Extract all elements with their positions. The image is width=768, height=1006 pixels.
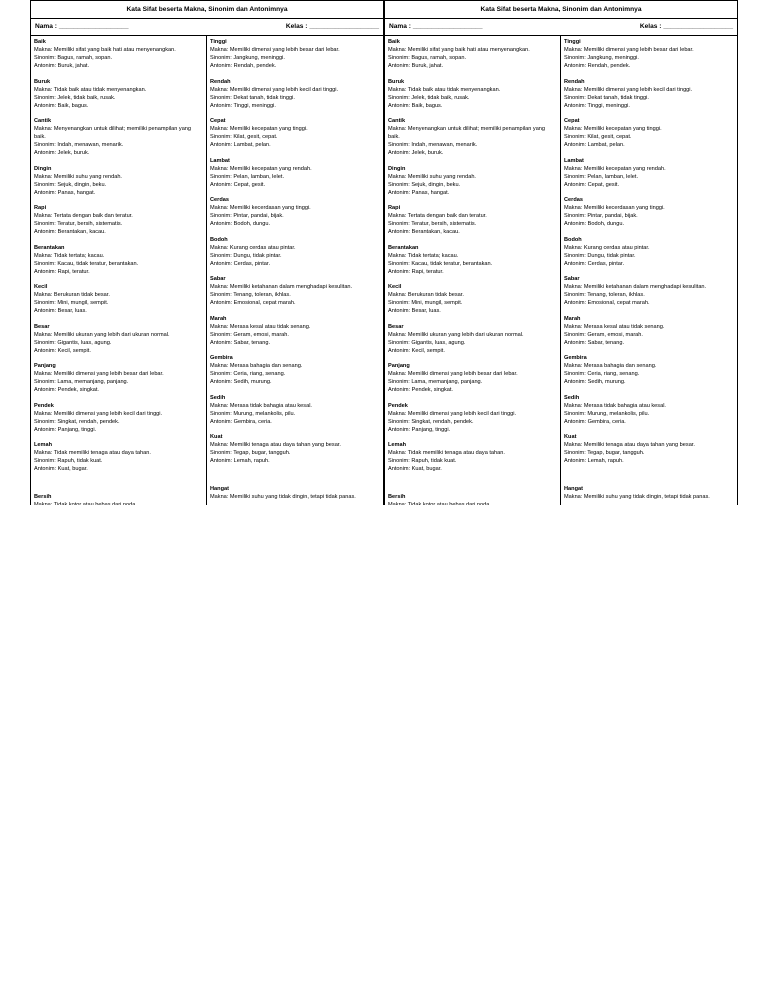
vocab-entry xyxy=(388,441,557,473)
vocab-entry xyxy=(388,283,557,315)
vocab-antonim: Antonim: Buruk, jahat. xyxy=(34,63,90,69)
vocab-antonim: Antonim: Cerdas, pintar. xyxy=(210,260,271,267)
vocab-sinonim: Sinonim: Indah, menawan, menarik. xyxy=(388,142,478,148)
vocab-word: Buruk xyxy=(388,78,405,85)
vocab-entry xyxy=(34,493,203,505)
vocab-antonim: Antonim: Bodoh, dungu. xyxy=(564,221,625,227)
vocab-antonim: Antonim: Cerdas, pintar. xyxy=(564,260,625,267)
vocab-sinonim: Sinonim: Tenang, toleran, ikhlas. xyxy=(564,292,645,298)
vocab-antonim: Antonim: Besar, luas. xyxy=(388,308,441,314)
vocab-sinonim: Sinonim: Kilat, gesit, cepat. xyxy=(210,134,278,140)
vocab-entry xyxy=(564,394,734,426)
vocab-antonim: Antonim: Pendek, singkat. xyxy=(388,387,453,393)
vocab-sinonim: Sinonim: Bagus, ramah, sopan. xyxy=(388,55,467,61)
vocab-sinonim: Sinonim: Singkat, rendah, pendek. xyxy=(388,418,474,425)
vocab-entry xyxy=(34,78,203,110)
vocab-word: Kecil xyxy=(34,284,48,290)
vocab-word: Kuat xyxy=(210,434,223,440)
vocab-antonim: Antonim: Berantakan, kacau. xyxy=(388,229,460,235)
vocab-antonim: Antonim: Tinggi, meninggi. xyxy=(564,102,630,109)
vocab-columns xyxy=(385,36,737,505)
vocab-makna: Makna: Merasa kesal atau tidak senang. xyxy=(564,323,665,330)
vocab-makna: Makna: Berukuran tidak besar. xyxy=(34,292,110,298)
vocab-makna: Makna: Merasa tidak bahagia atau kesal. xyxy=(564,402,666,409)
vocab-word: Hangat xyxy=(564,486,583,492)
vocab-sinonim: Sinonim: Pintar, pandai, bijak. xyxy=(210,213,284,219)
vocab-column-right xyxy=(207,36,383,505)
vocab-entry xyxy=(34,402,203,434)
vocab-entry xyxy=(564,38,734,70)
vocab-antonim: Antonim: Sabar, tenang. xyxy=(210,339,271,346)
vocab-antonim: Antonim: Besar, luas. xyxy=(34,308,87,314)
vocab-antonim: Antonim: Gembira, ceria. xyxy=(210,418,272,425)
vocab-word: Bodoh xyxy=(210,236,228,243)
vocab-entry xyxy=(388,78,557,110)
vocab-sinonim: Sinonim: Kacau, tidak teratur, berantakan. xyxy=(388,260,493,267)
vocab-sinonim: Sinonim: Murung, melankolis, pilu. xyxy=(564,410,650,417)
vocab-entry xyxy=(34,38,203,70)
vocab-sinonim: Sinonim: Sejuk, dingin, beku. xyxy=(388,181,461,188)
vocab-word: Kuat xyxy=(564,434,577,440)
vocab-word: Kecil xyxy=(388,284,402,290)
vocab-makna: Makna: Tidak memiliki tenaga atau daya tahan. xyxy=(388,450,505,456)
vocab-sinonim: Sinonim: Jangkung, meninggi. xyxy=(210,55,285,61)
vocab-sinonim: Sinonim: Dekat tanah, tidak tinggi. xyxy=(210,94,295,101)
vocab-sinonim: Sinonim: Jelek, tidak baik, rusak. xyxy=(388,94,470,101)
vocab-makna: Makna: Memiliki dimensi yang lebih besar dari lebar. xyxy=(564,47,694,53)
vocab-word: Sedih xyxy=(210,394,226,401)
vocab-antonim: Antonim: Emosional, cepat marah. xyxy=(564,300,650,306)
vocab-entry xyxy=(388,165,557,197)
vocab-antonim: Antonim: Bodoh, dungu. xyxy=(210,221,271,227)
vocab-makna: Makna: Memiliki dimensi yang lebih besar dari lebar. xyxy=(210,47,340,53)
vocab-antonim: Antonim: Panas, hangat. xyxy=(388,189,450,196)
vocab-makna: Makna: Tidak tertata; kacau. xyxy=(34,252,105,259)
vocab-sinonim: Sinonim: Indah, menawan, menarik. xyxy=(34,142,124,148)
vocab-antonim: Antonim: Gembira, ceria. xyxy=(564,418,626,425)
vocab-entry xyxy=(210,315,380,347)
vocab-antonim: Antonim: Kecil, sempit. xyxy=(388,347,445,354)
vocab-entry xyxy=(564,157,734,189)
vocab-makna: Makna: Kurang cerdas atau pintar. xyxy=(564,244,650,251)
vocab-makna: Makna: Merasa bahagia dan senang. xyxy=(564,363,657,369)
vocab-word: Hangat xyxy=(210,486,229,492)
vocab-entry xyxy=(34,117,203,157)
vocab-word: Lambat xyxy=(564,157,584,164)
vocab-antonim: Antonim: Rapi, teratur. xyxy=(388,268,444,275)
vocab-antonim: Antonim: Panjang, tinggi. xyxy=(34,426,97,433)
vocab-word: Tinggi xyxy=(210,39,227,45)
vocab-makna: Makna: Merasa tidak bahagia atau kesal. xyxy=(210,402,312,409)
vocab-makna: Makna: Tidak kotor atau bebas dari noda. xyxy=(388,502,491,505)
vocab-sinonim: Sinonim: Mini, mungil, sempit. xyxy=(388,300,463,306)
vocab-word: Cantik xyxy=(34,118,52,124)
vocab-sinonim: Sinonim: Teratur, bersih, sistematis. xyxy=(388,221,477,227)
vocab-word: Rendah xyxy=(210,78,231,85)
vocab-entry xyxy=(564,196,734,228)
vocab-antonim: Antonim: Kecil, sempit. xyxy=(34,347,91,354)
vocab-entry xyxy=(564,485,734,501)
vocab-entry xyxy=(210,236,380,268)
vocab-sinonim: Sinonim: Jangkung, meninggi. xyxy=(564,55,639,61)
vocab-sinonim: Sinonim: Murung, melankolis, pilu. xyxy=(210,410,296,417)
vocab-antonim: Antonim: Berantakan, kacau. xyxy=(34,229,106,235)
vocab-makna: Makna: Memiliki suhu yang rendah. xyxy=(34,173,122,180)
vocab-sinonim: Sinonim: Kilat, gesit, cepat. xyxy=(564,134,632,140)
vocab-makna: Makna: Memiliki sifat yang baik hati atau menyenangkan. xyxy=(34,47,176,53)
vocab-makna: Makna: Memiliki dimensi yang lebih besar dari lebar. xyxy=(388,371,518,377)
vocab-entry xyxy=(34,283,203,315)
vocab-makna: Makna: Memiliki sifat yang baik hati atau menyenangkan. xyxy=(388,47,530,53)
vocab-sinonim: Sinonim: Teratur, bersih, sistematis. xyxy=(34,221,123,227)
vocab-makna: Makna: Menyenangkan untuk dilihat; memiliki penampilan yang baik. xyxy=(388,126,546,140)
name-class-row xyxy=(385,19,737,36)
vocab-makna: Makna: Memiliki kecepatan yang tinggi. xyxy=(564,126,662,132)
vocab-entry xyxy=(388,244,557,276)
vocab-antonim: Antonim: Rendah, pendek. xyxy=(564,63,631,69)
vocab-word: Panjang xyxy=(34,363,56,369)
vocab-word: Rapi xyxy=(34,205,47,211)
vocab-sinonim: Sinonim: Dungu, tidak pintar. xyxy=(210,252,282,259)
vocab-sinonim: Sinonim: Geram, emosi, marah. xyxy=(210,331,289,338)
vocab-antonim: Antonim: Rendah, pendek. xyxy=(210,63,277,69)
vocab-sinonim: Sinonim: Tegap, bugar, tangguh. xyxy=(210,450,291,456)
class-field[interactable]: Kelas : ___________________ xyxy=(639,23,733,30)
vocab-makna: Makna: Kurang cerdas atau pintar. xyxy=(210,244,296,251)
vocab-sinonim: Sinonim: Rapuh, tidak kuat. xyxy=(34,458,103,464)
vocab-sinonim: Sinonim: Dungu, tidak pintar. xyxy=(564,252,636,259)
vocab-word: Sabar xyxy=(210,276,226,282)
vocab-makna: Makna: Merasa kesal atau tidak senang. xyxy=(210,323,311,330)
vocab-sinonim: Sinonim: Pintar, pandai, bijak. xyxy=(564,213,638,219)
vocab-word: Pendek xyxy=(388,402,408,409)
vocab-antonim: Antonim: Buruk, jahat. xyxy=(388,63,444,69)
vocab-entry xyxy=(34,165,203,197)
vocab-makna: Makna: Memiliki ketahanan dalam menghadapi kesulitan. xyxy=(210,284,353,290)
vocab-word: Sedih xyxy=(564,394,580,401)
vocab-makna: Makna: Merasa bahagia dan senang. xyxy=(210,363,303,369)
vocab-antonim: Antonim: Lambat, pelan. xyxy=(564,142,625,148)
vocab-antonim: Antonim: Pendek, singkat. xyxy=(34,387,99,393)
vocab-sinonim: Sinonim: Lama, memanjang, panjang. xyxy=(388,379,483,385)
vocab-entry xyxy=(210,117,380,149)
vocab-entry xyxy=(564,354,734,386)
vocab-word: Gembira xyxy=(564,355,587,361)
vocab-makna: Makna: Memiliki kecerdasan yang tinggi. xyxy=(564,205,665,211)
vocab-entry xyxy=(388,323,557,355)
vocab-makna: Makna: Memiliki kecepatan yang rendah. xyxy=(210,165,312,172)
vocab-makna: Makna: Tidak tertata; kacau. xyxy=(388,252,459,259)
vocab-antonim: Antonim: Cepat, gesit. xyxy=(564,181,620,188)
vocab-word: Rendah xyxy=(564,78,585,85)
vocab-makna: Makna: Memiliki ukuran yang lebih dari ukuran normal. xyxy=(34,331,170,338)
vocab-sinonim: Sinonim: Sejuk, dingin, beku. xyxy=(34,181,107,188)
vocab-antonim: Antonim: Sedih, murung. xyxy=(564,379,626,385)
vocab-makna: Makna: Memiliki dimensi yang lebih kecil dari tinggi. xyxy=(210,86,339,93)
vocab-entry xyxy=(34,323,203,355)
vocab-sinonim: Sinonim: Pelan, lamban, lelet. xyxy=(210,173,285,180)
vocab-word: Lemah xyxy=(34,442,53,448)
vocab-antonim: Antonim: Baik, bagus. xyxy=(34,102,89,109)
vocab-sinonim: Sinonim: Geram, emosi, marah. xyxy=(564,331,643,338)
vocab-sinonim: Sinonim: Gigantis, luas, agung. xyxy=(34,339,112,346)
vocab-entry xyxy=(388,38,557,70)
vocab-antonim: Antonim: Sabar, tenang. xyxy=(564,339,625,346)
vocab-word: Berantakan xyxy=(388,244,419,251)
vocab-word: Sabar xyxy=(564,276,580,282)
vocab-entry xyxy=(34,441,203,473)
vocab-entry xyxy=(34,244,203,276)
vocab-makna: Makna: Memiliki dimensi yang lebih kecil dari tinggi. xyxy=(564,86,693,93)
vocab-antonim: Antonim: Panjang, tinggi. xyxy=(388,426,451,433)
vocab-sinonim: Sinonim: Ceria, riang, senang. xyxy=(564,371,640,377)
vocab-entry xyxy=(564,433,734,465)
vocab-word: Dingin xyxy=(388,165,406,172)
vocab-antonim: Antonim: Lemah, rapuh. xyxy=(564,458,624,464)
vocab-word: Lemah xyxy=(388,442,407,448)
vocab-makna: Makna: Berukuran tidak besar. xyxy=(388,292,464,298)
vocab-word: Cerdas xyxy=(210,197,229,203)
vocab-entry xyxy=(564,315,734,347)
vocab-entry xyxy=(34,204,203,236)
vocab-makna: Makna: Memiliki kecepatan yang tinggi. xyxy=(210,126,308,132)
vocab-sinonim: Sinonim: Singkat, rendah, pendek. xyxy=(34,418,120,425)
vocab-entry xyxy=(210,485,380,501)
vocab-makna: Makna: Memiliki dimensi yang lebih kecil dari tinggi. xyxy=(34,410,163,417)
vocab-entry xyxy=(210,78,380,110)
vocab-makna: Makna: Tertata dengan baik dan teratur. xyxy=(34,213,133,219)
name-field[interactable]: Nama : ___________________ xyxy=(389,23,483,30)
vocab-entry xyxy=(388,362,557,394)
vocab-makna: Makna: Tidak memiliki tenaga atau daya tahan. xyxy=(34,450,151,456)
vocab-makna: Makna: Tidak baik atau tidak menyenangkan. xyxy=(388,86,501,93)
worksheet-title: Kata Sifat beserta Makna, Sinonim dan Antonimnya xyxy=(385,1,737,19)
vocab-entry xyxy=(564,117,734,149)
vocab-word: Bersih xyxy=(34,494,52,500)
vocab-sinonim: Sinonim: Tegap, bugar, tangguh. xyxy=(564,450,645,456)
vocab-makna: Makna: Tidak baik atau tidak menyenangkan. xyxy=(34,86,147,93)
vocab-entry xyxy=(564,275,734,307)
vocab-sinonim: Sinonim: Mini, mungil, sempit. xyxy=(34,300,109,306)
vocab-antonim: Antonim: Kuat, bugar. xyxy=(388,466,442,472)
worksheet-right xyxy=(384,0,738,505)
vocab-word: Dingin xyxy=(34,165,52,172)
vocab-antonim: Antonim: Panas, hangat. xyxy=(34,189,96,196)
vocab-entry xyxy=(388,204,557,236)
vocab-sinonim: Sinonim: Pelan, lamban, lelet. xyxy=(564,173,639,180)
vocab-column-left xyxy=(31,36,207,505)
vocab-word: Tinggi xyxy=(564,39,581,45)
worksheet-left xyxy=(30,0,384,505)
vocab-entry xyxy=(388,117,557,157)
vocab-sinonim: Sinonim: Bagus, ramah, sopan. xyxy=(34,55,113,61)
vocab-word: Besar xyxy=(34,323,50,330)
vocab-makna: Makna: Memiliki tenaga atau daya tahan yang besar. xyxy=(210,442,341,448)
vocab-sinonim: Sinonim: Dekat tanah, tidak tinggi. xyxy=(564,94,649,101)
worksheet-title: Kata Sifat beserta Makna, Sinonim dan Antonimnya xyxy=(31,1,383,19)
vocab-entry xyxy=(34,362,203,394)
vocab-word: Cerdas xyxy=(564,197,583,203)
vocab-sinonim: Sinonim: Gigantis, luas, agung. xyxy=(388,339,466,346)
vocab-word: Bersih xyxy=(388,494,406,500)
vocab-antonim: Antonim: Emosional, cepat marah. xyxy=(210,300,296,306)
vocab-makna: Makna: Memiliki suhu yang tidak dingin, tetapi tidak panas. xyxy=(564,494,710,500)
vocab-word: Bodoh xyxy=(564,236,582,243)
vocab-antonim: Antonim: Baik, bagus. xyxy=(388,102,443,109)
vocab-word: Baik xyxy=(34,39,46,45)
vocab-makna: Makna: Tidak kotor atau bebas dari noda. xyxy=(34,502,137,505)
vocab-columns xyxy=(31,36,383,505)
vocab-entry xyxy=(210,157,380,189)
vocab-entry xyxy=(388,493,557,505)
vocab-word: Besar xyxy=(388,323,404,330)
vocab-word: Marah xyxy=(564,315,581,322)
vocab-word: Cepat xyxy=(210,118,226,124)
vocab-makna: Makna: Memiliki kecepatan yang rendah. xyxy=(564,165,666,172)
vocab-entry xyxy=(388,402,557,434)
vocab-word: Rapi xyxy=(388,205,401,211)
vocab-makna: Makna: Memiliki tenaga atau daya tahan yang besar. xyxy=(564,442,695,448)
vocab-word: Panjang xyxy=(388,363,410,369)
vocab-word: Buruk xyxy=(34,78,51,85)
name-class-row xyxy=(31,19,383,36)
vocab-word: Marah xyxy=(210,315,227,322)
vocab-makna: Makna: Memiliki kecerdasan yang tinggi. xyxy=(210,205,311,211)
vocab-makna: Makna: Menyenangkan untuk dilihat; memiliki penampilan yang baik. xyxy=(34,126,192,140)
vocab-entry xyxy=(564,236,734,268)
vocab-makna: Makna: Memiliki suhu yang tidak dingin, tetapi tidak panas. xyxy=(210,494,356,500)
vocab-antonim: Antonim: Rapi, teratur. xyxy=(34,268,90,275)
vocab-entry xyxy=(210,394,380,426)
vocab-sinonim: Sinonim: Rapuh, tidak kuat. xyxy=(388,458,457,464)
vocab-word: Pendek xyxy=(34,402,54,409)
vocab-antonim: Antonim: Tinggi, meninggi. xyxy=(210,102,276,109)
class-field[interactable]: Kelas : ___________________ xyxy=(285,23,379,30)
vocab-antonim: Antonim: Sedih, murung. xyxy=(210,379,272,385)
vocab-antonim: Antonim: Jelek, buruk. xyxy=(388,150,444,156)
vocab-makna: Makna: Memiliki suhu yang rendah. xyxy=(388,173,476,180)
vocab-makna: Makna: Memiliki dimensi yang lebih besar dari lebar. xyxy=(34,371,164,377)
vocab-antonim: Antonim: Kuat, bugar. xyxy=(34,466,88,472)
vocab-word: Baik xyxy=(388,39,400,45)
vocab-makna: Makna: Tertata dengan baik dan teratur. xyxy=(388,213,487,219)
vocab-entry xyxy=(210,196,380,228)
vocab-word: Lambat xyxy=(210,157,230,164)
vocab-sinonim: Sinonim: Lama, memanjang, panjang. xyxy=(34,379,129,385)
name-field[interactable]: Nama : ___________________ xyxy=(35,23,129,30)
vocab-column-left xyxy=(385,36,561,505)
vocab-word: Berantakan xyxy=(34,244,65,251)
vocab-antonim: Antonim: Lambat, pelan. xyxy=(210,142,271,148)
vocab-entry xyxy=(564,78,734,110)
vocab-entry xyxy=(210,38,380,70)
vocab-entry xyxy=(210,275,380,307)
vocab-word: Cantik xyxy=(388,118,406,124)
vocab-antonim: Antonim: Jelek, buruk. xyxy=(34,150,90,156)
vocab-sinonim: Sinonim: Ceria, riang, senang. xyxy=(210,371,286,377)
vocab-sinonim: Sinonim: Tenang, toleran, ikhlas. xyxy=(210,292,291,298)
vocab-entry xyxy=(210,433,380,465)
vocab-sinonim: Sinonim: Kacau, tidak teratur, berantakan. xyxy=(34,260,139,267)
vocab-makna: Makna: Memiliki dimensi yang lebih kecil dari tinggi. xyxy=(388,410,517,417)
vocab-word: Cepat xyxy=(564,118,580,124)
vocab-entry xyxy=(210,354,380,386)
vocab-word: Gembira xyxy=(210,355,233,361)
vocab-makna: Makna: Memiliki ketahanan dalam menghadapi kesulitan. xyxy=(564,284,707,290)
vocab-column-right xyxy=(561,36,737,505)
vocab-antonim: Antonim: Cepat, gesit. xyxy=(210,181,266,188)
vocab-makna: Makna: Memiliki ukuran yang lebih dari ukuran normal. xyxy=(388,331,524,338)
vocab-antonim: Antonim: Lemah, rapuh. xyxy=(210,458,270,464)
vocab-sinonim: Sinonim: Jelek, tidak baik, rusak. xyxy=(34,94,116,101)
